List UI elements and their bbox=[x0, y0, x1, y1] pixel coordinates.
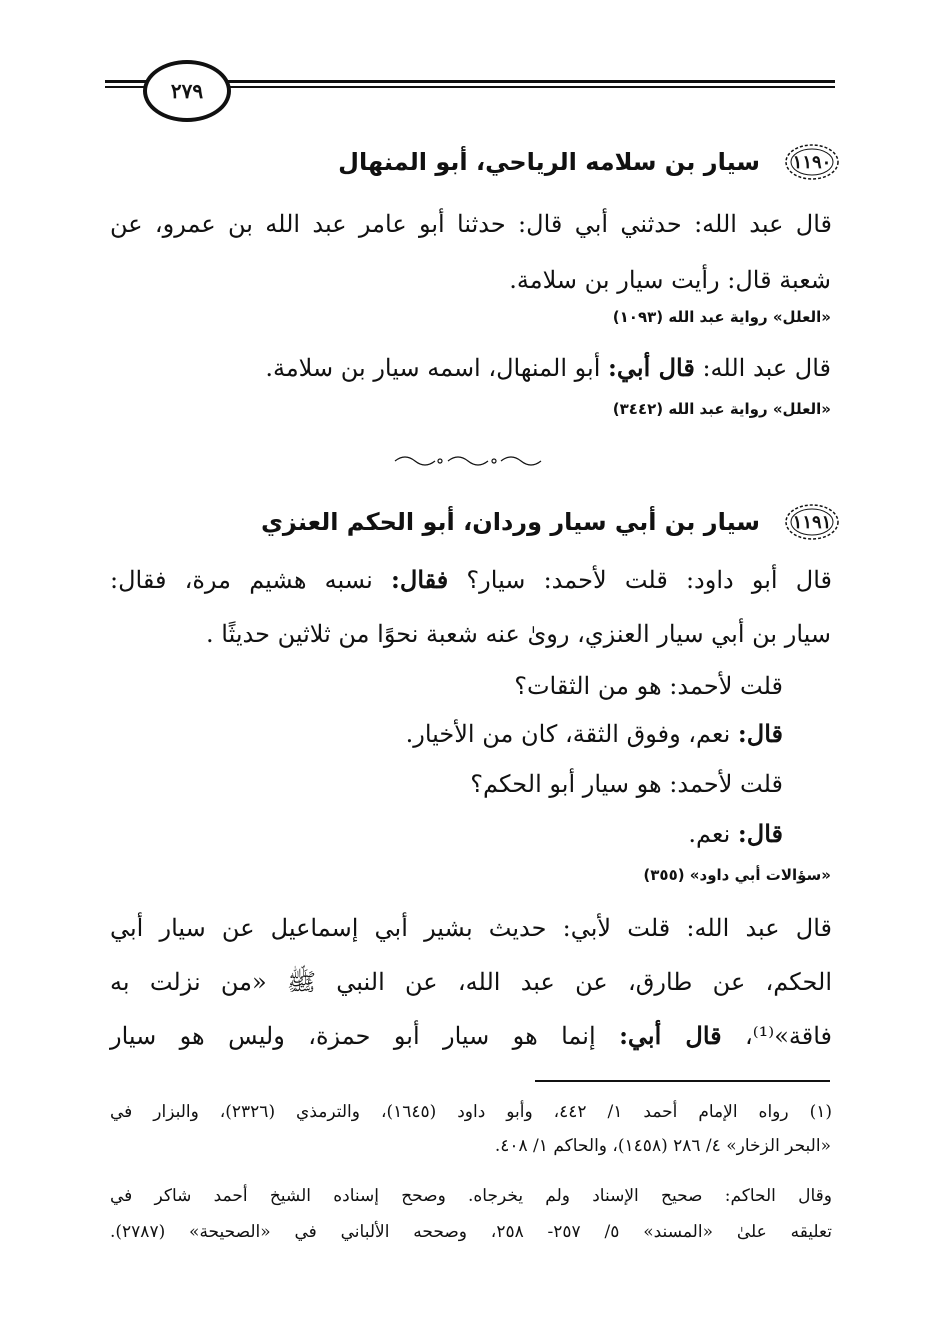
paragraph-line bbox=[110, 552, 832, 608]
paragraph-line: شعبة قال: رأيت سيار بن سلامة. bbox=[509, 266, 831, 294]
text-run: فاقة»⁽¹⁾، bbox=[745, 1022, 832, 1050]
question-line: قلت لأحمد: هو من الثقات؟ bbox=[514, 672, 783, 700]
entry-number: ١١٩٠ bbox=[792, 151, 832, 173]
paragraph-line: قال عبد الله: قلت لأبي: حديث بشير أبي إسماعيل عن سيار أبي bbox=[110, 914, 832, 942]
source-citation: «سؤالات أبي داود» (٣٥٥) bbox=[643, 866, 831, 884]
entry-title: سيار بن أبي سيار وردان، أبو الحكم العنزي bbox=[260, 508, 760, 536]
entry-title: سيار بن سلامه الرياحي، أبو المنهال bbox=[338, 148, 760, 176]
footnote-line: وقال الحاكم: صحيح الإسناد ولم يخرجاه. وصحح إسناده الشيخ أحمد شاكر في bbox=[110, 1186, 832, 1206]
text-run: رواه الإمام أحمد ١/ ٤٤٢، وأبو داود (١٦٤٥)، والترمذي (٢٣٢٦)، والبزار في bbox=[110, 1102, 789, 1122]
footnote-rule bbox=[535, 1080, 830, 1082]
text-run: أبو المنهال، اسمه سيار بن سلامة. bbox=[265, 354, 601, 382]
footnote-line bbox=[110, 1096, 832, 1128]
paragraph-line bbox=[110, 1008, 832, 1064]
entry-heading-1190 bbox=[110, 140, 840, 184]
text-run: نعم. bbox=[688, 820, 731, 848]
footnote-line: «البحر الزخار» ٤/ ٢٨٦ (١٤٥٨)، والحاكم ١/ ٤٠٨. bbox=[494, 1136, 831, 1156]
entry-number-badge bbox=[784, 502, 840, 542]
text-run: قال أبو داود: قلت لأحمد: سيار؟ bbox=[466, 566, 832, 594]
paragraph-line: سيار بن أبي سيار العنزي، روىٰ عنه شعبة نحوًا من ثلاثين حديثًا . bbox=[206, 620, 831, 648]
paragraph-line bbox=[265, 340, 831, 396]
text-run: نعم، وفوق الثقة، كان من الأخيار. bbox=[405, 720, 731, 748]
bold-run: فقال: bbox=[391, 565, 449, 594]
entry-number: ١١٩١ bbox=[792, 511, 832, 533]
footnote-marker: (١) bbox=[809, 1102, 832, 1122]
question-line: قلت لأحمد: هو سيار أبو الحكم؟ bbox=[470, 770, 783, 798]
bold-run: قال: bbox=[737, 719, 783, 748]
page-number bbox=[143, 60, 231, 122]
source-citation: «العلل» رواية عبد الله (٣٤٤٢) bbox=[612, 400, 831, 418]
paragraph-line: الحكم، عن طارق، عن عبد الله، عن النبي ﷺ «من نزلت به bbox=[110, 968, 832, 996]
text-run: إنما هو سيار أبو حمزة، وليس هو سيار bbox=[110, 1022, 596, 1050]
footnote-line: تعليقه علىٰ «المسند» ٥/ ٢٥٧- ٢٥٨، وصححه الألباني في «الصحيحة» (٢٧٨٧). bbox=[110, 1222, 832, 1242]
bold-run: قال أبي: bbox=[608, 353, 695, 382]
bold-run: قال: bbox=[737, 819, 783, 848]
page-header bbox=[105, 52, 835, 122]
ornament-divider-icon bbox=[390, 453, 550, 469]
source-citation: «العلل» رواية عبد الله (١٠٩٣) bbox=[612, 308, 831, 326]
text-run: قال عبد الله: bbox=[702, 354, 831, 382]
text-run: نسبه هشيم مرة، فقال: bbox=[110, 566, 373, 594]
bold-run: قال أبي: bbox=[619, 1021, 722, 1050]
answer-line bbox=[688, 806, 783, 862]
entry-number-badge bbox=[784, 142, 840, 182]
entry-heading-1191 bbox=[110, 500, 840, 544]
answer-line bbox=[406, 706, 783, 762]
page-number-text: ٢٧٩ bbox=[170, 79, 204, 103]
paragraph-line: قال عبد الله: حدثني أبي قال: حدثنا أبو عامر عبد الله بن عمرو، عن bbox=[110, 210, 832, 238]
